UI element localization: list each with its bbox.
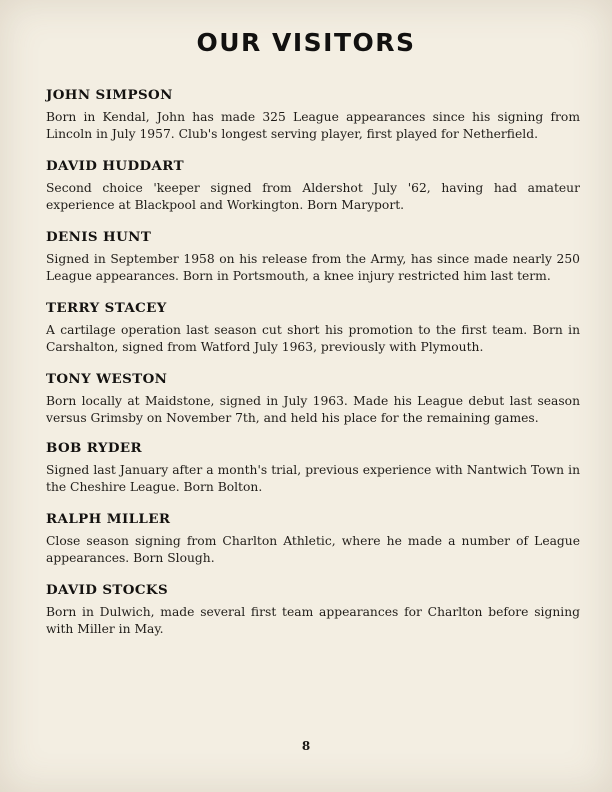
player-list (46, 86, 580, 637)
player-name: RALPH MILLER (46, 511, 171, 527)
page-number: 8 (301, 739, 311, 753)
player-bio: Second choice 'keeper signed from Aldershot July '62, having had amateur experience at Blackpool and Workington. Born Maryport. (46, 181, 580, 212)
player-entry-david-stocks (46, 581, 580, 637)
player-entry-bob-ryder (46, 439, 580, 495)
player-name: BOB RYDER (46, 440, 143, 456)
player-bio: Born in Kendal, John has made 325 League appearances since his signing from Lincoln in July 1957. Club's longest serving player, first played for Netherfield. (46, 110, 580, 141)
player-bio: Close season signing from Charlton Athletic, where he made a number of League appearances. Born Slough. (46, 534, 580, 565)
player-entry-tony-weston (46, 370, 580, 426)
player-name: TONY WESTON (46, 371, 168, 387)
player-name: DENIS HUNT (46, 229, 152, 245)
player-entry-john-simpson (46, 86, 580, 142)
player-bio: Signed last January after a month's trial, previous experience with Nantwich Town in the Cheshire League. Born Bolton. (46, 463, 580, 494)
player-entry-terry-stacey (46, 299, 580, 355)
player-bio: Born in Dulwich, made several first team appearances for Charlton before signing with Miller in May. (46, 605, 580, 636)
player-bio: Signed in September 1958 on his release from the Army, has since made nearly 250 League appearances. Born in Portsmouth, a knee injury restricted him last term. (46, 252, 580, 283)
player-entry-david-huddart (46, 157, 580, 213)
player-entry-ralph-miller (46, 510, 580, 566)
player-name: DAVID STOCKS (46, 582, 169, 598)
player-entry-denis-hunt (46, 228, 580, 284)
player-name: JOHN SIMPSON (46, 87, 173, 103)
player-name: TERRY STACEY (46, 300, 167, 316)
page-title: OUR VISITORS (196, 28, 416, 57)
player-bio: Born locally at Maidstone, signed in July 1963. Made his League debut last season versus Grimsby on November 7th, and held his place for the remaining games. (46, 394, 580, 425)
player-name: DAVID HUDDART (46, 158, 184, 174)
player-bio: A cartilage operation last season cut short his promotion to the first team. Born in Carshalton, signed from Watford July 1963, previously with Plymouth. (46, 323, 580, 354)
